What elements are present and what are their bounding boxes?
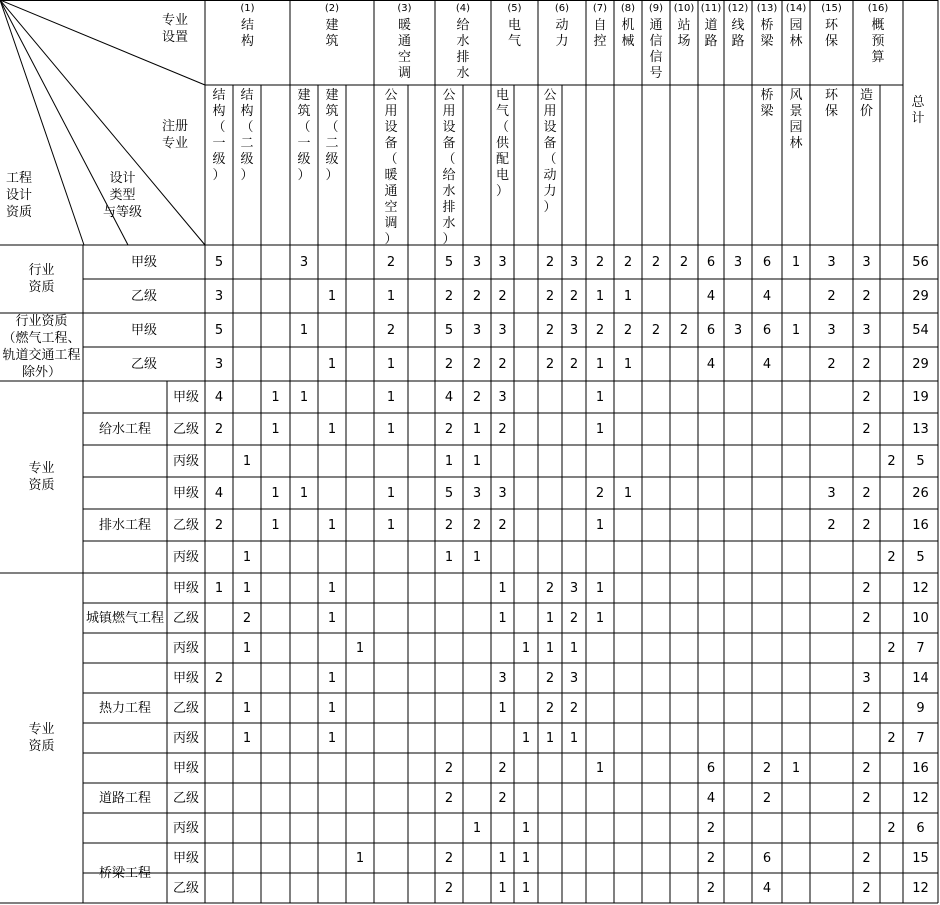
major-col-name: 通 信 信 号 xyxy=(649,18,663,81)
table-cell: 2 xyxy=(862,700,871,716)
table-cell: 1 xyxy=(327,517,337,533)
table-cell: 2 xyxy=(706,820,716,836)
major-col-number: (12) xyxy=(727,3,749,14)
table-cell: 3 xyxy=(498,389,507,405)
table-cell: 2 xyxy=(569,288,579,304)
table-cell: 2 xyxy=(444,760,454,776)
grade-label: 甲级 xyxy=(130,322,157,338)
table-cell: 1 xyxy=(498,610,507,626)
major-col-number: (16) xyxy=(867,3,889,14)
reg-col-name: 风 景 园 林 xyxy=(789,88,803,151)
row-total: 29 xyxy=(912,288,929,304)
table-cell: 2 xyxy=(545,254,555,270)
table-cell: 1 xyxy=(791,760,801,776)
grade-label: 丙级 xyxy=(172,730,199,746)
row-total: 6 xyxy=(916,820,925,836)
table-cell: 2 xyxy=(545,356,555,372)
table-cell: 6 xyxy=(706,322,716,338)
table-cell: 1 xyxy=(271,485,280,501)
row-total: 5 xyxy=(916,549,925,565)
table-cell: 3 xyxy=(472,485,482,501)
row-total: 56 xyxy=(912,254,929,270)
table-cell: 2 xyxy=(862,610,871,626)
row-total: 16 xyxy=(912,517,929,533)
grade-label: 乙级 xyxy=(130,288,157,304)
major-col-name: 结 构 xyxy=(240,18,254,49)
table-cell: 1 xyxy=(521,880,531,896)
table-cell: 3 xyxy=(498,670,507,686)
row-total: 26 xyxy=(912,485,929,501)
table-cell: 3 xyxy=(569,670,579,686)
table-cell: 1 xyxy=(521,640,531,656)
table-cell: 2 xyxy=(887,820,896,836)
table-cell: 3 xyxy=(827,254,836,270)
table-cell: 2 xyxy=(887,730,896,746)
table-cell: 4 xyxy=(706,790,716,806)
subgroup-label: 给水工程 xyxy=(98,421,151,437)
row-total: 13 xyxy=(912,421,929,437)
row-total: 12 xyxy=(912,880,929,896)
group-label: 行业资质 （燃气工程、 轨道交通工程 除外） xyxy=(2,314,81,380)
table-cell: 1 xyxy=(521,820,531,836)
table-cell: 1 xyxy=(242,580,252,596)
table-cell: 1 xyxy=(242,730,252,746)
table-cell: 2 xyxy=(762,760,772,776)
major-col-name: 概 预 算 xyxy=(871,18,885,65)
table-cell: 6 xyxy=(762,322,772,338)
grade-label: 甲级 xyxy=(172,485,199,501)
table-cell: 2 xyxy=(444,850,454,866)
table-cell: 2 xyxy=(706,880,716,896)
table-cell: 2 xyxy=(386,322,396,338)
major-col-number: (6) xyxy=(554,3,570,14)
table-cell: 2 xyxy=(498,790,507,806)
major-col-number: (15) xyxy=(821,3,842,14)
grade-label: 甲级 xyxy=(172,850,199,866)
table-cell: 2 xyxy=(214,517,224,533)
table-cell: 1 xyxy=(545,610,555,626)
table-cell: 1 xyxy=(498,580,507,596)
major-col-number: (4) xyxy=(455,3,471,14)
table-cell: 2 xyxy=(762,790,772,806)
table-cell: 2 xyxy=(595,485,605,501)
table-cell: 2 xyxy=(214,670,224,686)
table-cell: 1 xyxy=(498,700,507,716)
table-cell: 2 xyxy=(472,288,482,304)
table-cell: 5 xyxy=(444,322,454,338)
table-cell: 1 xyxy=(242,549,252,565)
table-cell: 1 xyxy=(595,356,605,372)
reg-col-name: 环 保 xyxy=(824,88,838,119)
table-cell: 1 xyxy=(472,421,482,437)
table-cell: 1 xyxy=(595,610,605,626)
table-cell: 3 xyxy=(733,322,743,338)
table-cell: 2 xyxy=(862,880,871,896)
table-cell: 1 xyxy=(327,421,337,437)
table-cell: 1 xyxy=(498,880,507,896)
table-cell: 2 xyxy=(386,254,396,270)
table-cell: 3 xyxy=(569,580,579,596)
table-cell: 1 xyxy=(498,850,507,866)
grade-label: 甲级 xyxy=(172,670,199,686)
major-col-number: (8) xyxy=(620,3,636,14)
table-cell: 1 xyxy=(521,850,531,866)
table-cell: 2 xyxy=(651,322,661,338)
grade-label: 乙级 xyxy=(172,517,199,533)
subgroup-label: 热力工程 xyxy=(98,700,151,716)
table-cell: 2 xyxy=(862,850,871,866)
table-cell: 1 xyxy=(386,356,396,372)
table-cell: 3 xyxy=(472,254,482,270)
major-col-name: 站 场 xyxy=(677,18,691,49)
table-cell: 2 xyxy=(827,288,836,304)
row-total: 16 xyxy=(912,760,929,776)
major-col-name: 自 控 xyxy=(593,18,607,49)
major-col-number: (14) xyxy=(785,3,807,14)
table-cell: 3 xyxy=(733,254,743,270)
grade-label: 甲级 xyxy=(172,389,199,405)
table-cell: 1 xyxy=(299,389,309,405)
table-cell: 3 xyxy=(498,485,507,501)
table-cell: 1 xyxy=(271,421,280,437)
table-cell: 1 xyxy=(299,485,309,501)
table-cell: 3 xyxy=(214,288,224,304)
grade-label: 丙级 xyxy=(172,549,199,565)
table-cell: 3 xyxy=(862,322,871,338)
table-cell: 2 xyxy=(545,322,555,338)
reg-col-name: 造 价 xyxy=(859,88,873,119)
grade-label: 乙级 xyxy=(172,421,199,437)
table-cell: 1 xyxy=(595,580,605,596)
table-cell: 3 xyxy=(862,254,871,270)
table-cell: 1 xyxy=(791,254,801,270)
table-cell: 1 xyxy=(327,288,337,304)
table-cell: 1 xyxy=(327,670,337,686)
table-cell: 2 xyxy=(498,356,507,372)
group-label: 行业 资质 xyxy=(28,263,55,295)
major-col-name: 建 筑 xyxy=(325,18,339,49)
table-cell: 1 xyxy=(299,322,309,338)
table-cell: 5 xyxy=(214,254,224,270)
table-cell: 1 xyxy=(271,517,280,533)
row-total: 7 xyxy=(916,730,925,746)
table-cell: 2 xyxy=(569,700,579,716)
grade-label: 甲级 xyxy=(172,760,199,776)
major-col-number: (7) xyxy=(592,3,608,14)
reg-col-name: 建 筑 （ 二 级 ） xyxy=(325,88,339,183)
table-cell: 1 xyxy=(791,322,801,338)
grade-label: 乙级 xyxy=(172,880,199,896)
table-cell: 1 xyxy=(472,820,482,836)
reg-col-name: 桥 梁 xyxy=(760,88,774,119)
row-total: 12 xyxy=(912,790,929,806)
table-cell: 1 xyxy=(327,730,337,746)
table-cell: 2 xyxy=(862,517,871,533)
table-cell: 3 xyxy=(862,670,871,686)
table-cell: 2 xyxy=(887,640,896,656)
table-cell: 1 xyxy=(545,640,555,656)
table-cell: 3 xyxy=(498,254,507,270)
table-cell: 4 xyxy=(706,288,716,304)
subgroup-label: 道路工程 xyxy=(98,790,151,806)
table-cell: 2 xyxy=(498,421,507,437)
table-cell: 1 xyxy=(214,580,224,596)
table-cell: 2 xyxy=(827,356,836,372)
table-cell: 1 xyxy=(386,517,396,533)
table-cell: 2 xyxy=(444,517,454,533)
row-total: 54 xyxy=(912,322,929,338)
major-col-number: (2) xyxy=(324,3,340,14)
major-col-number: (3) xyxy=(397,3,412,14)
corner-registered-major: 注册 专业 xyxy=(161,119,188,151)
table-cell: 2 xyxy=(623,254,633,270)
major-col-number: (11) xyxy=(700,3,722,14)
table-cell: 3 xyxy=(569,254,579,270)
table-cell: 2 xyxy=(498,517,507,533)
major-col-name: 机 械 xyxy=(621,18,635,49)
reg-col-name: 公 用 设 备 （ 动 力 ） xyxy=(543,88,557,215)
major-col-number: (13) xyxy=(756,3,778,14)
table-cell: 3 xyxy=(827,322,836,338)
table-cell: 2 xyxy=(498,288,507,304)
row-total: 19 xyxy=(912,389,929,405)
major-col-name: 给 水 排 水 xyxy=(456,18,470,81)
table-cell: 2 xyxy=(545,670,555,686)
table-cell: 2 xyxy=(569,610,579,626)
table-cell: 1 xyxy=(569,730,579,746)
reg-col-name: 结 构 （ 二 级 ） xyxy=(240,88,254,183)
table-cell: 1 xyxy=(386,421,396,437)
table-cell: 1 xyxy=(595,421,605,437)
table-cell: 1 xyxy=(242,453,252,469)
table-cell: 1 xyxy=(242,700,252,716)
grade-label: 甲级 xyxy=(130,254,157,270)
table-cell: 6 xyxy=(706,254,716,270)
reg-col-name: 公 用 设 备 （ 暖 通 空 调 ） xyxy=(384,88,398,247)
table-cell: 2 xyxy=(862,485,871,501)
grade-label: 丙级 xyxy=(172,640,199,656)
reg-col-name: 电 气 （ 供 配 电 ） xyxy=(495,88,509,199)
table-cell: 2 xyxy=(569,356,579,372)
table-cell: 2 xyxy=(444,421,454,437)
table-cell: 3 xyxy=(498,322,507,338)
table-cell: 2 xyxy=(887,453,896,469)
table-cell: 1 xyxy=(327,356,337,372)
table-cell: 2 xyxy=(444,288,454,304)
table-cell: 1 xyxy=(623,356,633,372)
table-cell: 3 xyxy=(214,356,224,372)
table-cell: 2 xyxy=(862,421,871,437)
grade-label: 乙级 xyxy=(172,790,199,806)
table-cell: 1 xyxy=(595,389,605,405)
row-total: 10 xyxy=(912,610,929,626)
table-cell: 2 xyxy=(862,790,871,806)
grade-label: 乙级 xyxy=(172,700,199,716)
table-cell: 5 xyxy=(444,485,454,501)
grade-label: 甲级 xyxy=(172,580,199,596)
table-cell: 5 xyxy=(214,322,224,338)
table-cell: 2 xyxy=(472,517,482,533)
major-col-name: 暖 通 空 调 xyxy=(397,18,411,81)
table-cell: 2 xyxy=(862,356,871,372)
table-cell: 3 xyxy=(299,254,309,270)
table-cell: 4 xyxy=(762,356,772,372)
table-cell: 2 xyxy=(444,790,454,806)
corner-eng-qualification: 工程 设计 资质 xyxy=(5,171,32,220)
row-total: 9 xyxy=(916,700,925,716)
table-cell: 3 xyxy=(569,322,579,338)
major-col-name: 桥 梁 xyxy=(760,18,774,49)
table-cell: 2 xyxy=(862,760,871,776)
major-col-name: 环 保 xyxy=(824,18,838,49)
grade-label: 乙级 xyxy=(172,610,199,626)
grade-label: 丙级 xyxy=(172,453,199,469)
major-col-number: (9) xyxy=(648,3,664,14)
table-cell: 1 xyxy=(444,549,454,565)
table-cell: 1 xyxy=(444,453,454,469)
row-total: 15 xyxy=(912,850,929,866)
table-cell: 1 xyxy=(355,640,365,656)
table-cell: 4 xyxy=(214,485,224,501)
table-cell: 2 xyxy=(595,322,605,338)
table-cell: 2 xyxy=(706,850,716,866)
table-cell: 1 xyxy=(327,580,337,596)
table-cell: 2 xyxy=(444,880,454,896)
corner-major-setting: 专业 设置 xyxy=(161,13,188,45)
row-total: 5 xyxy=(916,453,925,469)
table-cell: 1 xyxy=(545,730,555,746)
subgroup-label: 桥梁工程 xyxy=(98,865,151,881)
table-cell: 1 xyxy=(595,760,605,776)
major-col-name: 动 力 xyxy=(555,18,569,49)
table-cell: 2 xyxy=(472,389,482,405)
major-col-number: (10) xyxy=(673,3,695,14)
table-cell: 3 xyxy=(827,485,836,501)
table-cell: 6 xyxy=(762,850,772,866)
table-cell: 2 xyxy=(651,254,661,270)
table-cell: 1 xyxy=(521,730,531,746)
major-col-number: (1) xyxy=(240,3,255,14)
row-total: 12 xyxy=(912,580,929,596)
table-cell: 2 xyxy=(545,700,555,716)
table-cell: 1 xyxy=(386,288,396,304)
table-cell: 1 xyxy=(569,640,579,656)
major-col-name: 道 路 xyxy=(704,18,718,49)
table-cell: 2 xyxy=(862,580,871,596)
table-cell: 2 xyxy=(887,549,896,565)
reg-col-name: 公 用 设 备 （ 给 水 排 水 ） xyxy=(442,88,456,247)
table-cell: 2 xyxy=(545,288,555,304)
table-cell: 4 xyxy=(706,356,716,372)
table-cell: 6 xyxy=(706,760,716,776)
major-col-name: 线 路 xyxy=(731,18,745,49)
table-cell: 2 xyxy=(472,356,482,372)
reg-col-name: 建 筑 （ 一 级 ） xyxy=(297,88,311,183)
table-cell: 1 xyxy=(355,850,365,866)
row-total: 29 xyxy=(912,356,929,372)
table-cell: 2 xyxy=(242,610,252,626)
table-cell: 1 xyxy=(623,288,633,304)
major-col-number: (5) xyxy=(507,3,522,14)
table-cell: 1 xyxy=(472,453,482,469)
row-total: 7 xyxy=(916,640,925,656)
reg-col-name: 结 构 （ 一 级 ） xyxy=(212,88,226,183)
group-label: 专业 资质 xyxy=(28,461,55,493)
table-cell: 2 xyxy=(862,288,871,304)
row-total: 14 xyxy=(912,670,929,686)
table-cell: 4 xyxy=(762,880,772,896)
table-cell: 1 xyxy=(386,485,396,501)
table-cell: 2 xyxy=(623,322,633,338)
table-cell: 1 xyxy=(595,288,605,304)
table-cell: 2 xyxy=(595,254,605,270)
table-cell: 1 xyxy=(271,389,280,405)
table-cell: 1 xyxy=(472,549,482,565)
table-cell: 2 xyxy=(214,421,224,437)
table-cell: 2 xyxy=(679,254,689,270)
table-cell: 1 xyxy=(623,485,633,501)
table-cell: 2 xyxy=(827,517,836,533)
total-header: 总 计 xyxy=(911,95,925,126)
subgroup-label: 城镇燃气工程 xyxy=(85,610,164,626)
major-col-name: 电 气 xyxy=(507,18,521,49)
table-cell: 1 xyxy=(595,517,605,533)
table-cell: 5 xyxy=(444,254,454,270)
table-cell: 2 xyxy=(545,580,555,596)
table-cell: 2 xyxy=(679,322,689,338)
table-cell: 2 xyxy=(444,356,454,372)
subgroup-label: 排水工程 xyxy=(98,517,151,533)
table-cell: 2 xyxy=(498,760,507,776)
table-cell: 1 xyxy=(386,389,396,405)
table-cell: 4 xyxy=(214,389,224,405)
table-cell: 3 xyxy=(472,322,482,338)
table-cell: 4 xyxy=(444,389,454,405)
table-cell: 1 xyxy=(327,610,337,626)
group-label: 专业 资质 xyxy=(28,722,55,754)
table-cell: 2 xyxy=(862,389,871,405)
corner-design-type: 设计 类型 与等级 xyxy=(102,171,142,220)
grade-label: 丙级 xyxy=(172,820,199,836)
table-cell: 1 xyxy=(327,700,337,716)
table-cell: 6 xyxy=(762,254,772,270)
table-cell: 4 xyxy=(762,288,772,304)
major-col-name: 园 林 xyxy=(789,18,803,49)
table-cell: 1 xyxy=(242,640,252,656)
grade-label: 乙级 xyxy=(130,356,157,372)
